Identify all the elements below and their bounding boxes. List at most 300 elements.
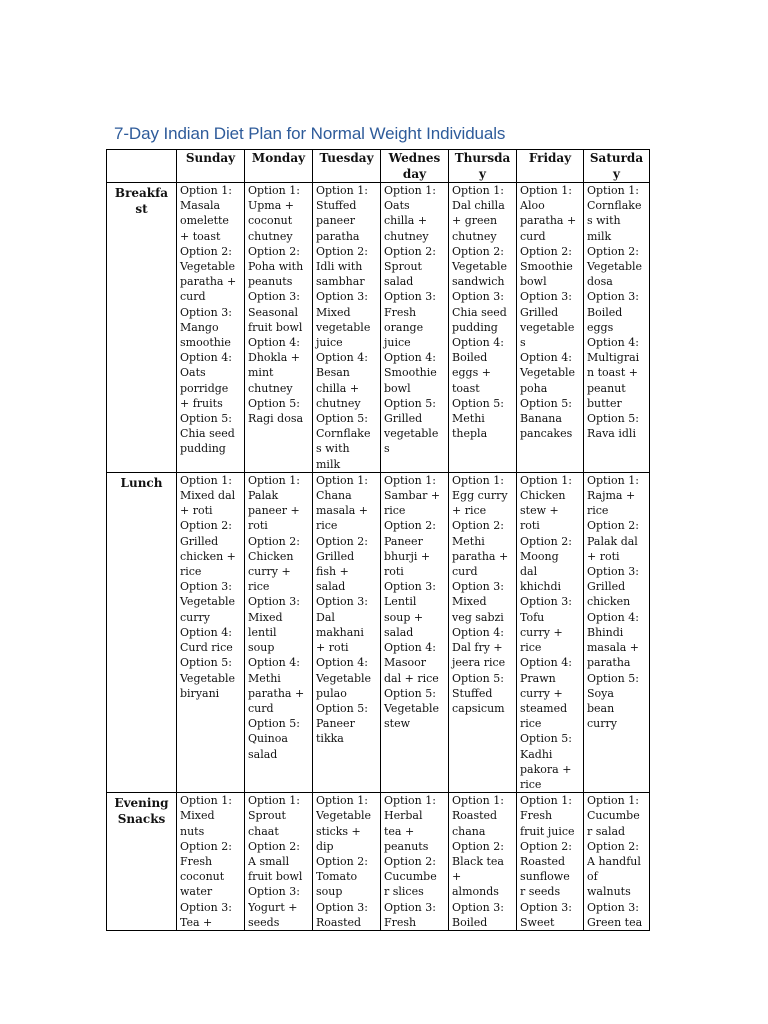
cell-line: Moong xyxy=(520,549,559,563)
cell-line: Option 1: xyxy=(384,794,436,808)
cell-line: Option 2: xyxy=(316,534,368,548)
cell-line: Friday xyxy=(528,151,572,165)
cell-line: Mango xyxy=(180,320,219,334)
cell-line: stew + xyxy=(520,504,559,518)
meal-cell xyxy=(381,793,449,931)
cell-line: Chicken xyxy=(520,489,566,503)
cell-line: Option 2: xyxy=(316,244,368,258)
cell-line: rice xyxy=(520,641,542,655)
cell-line: Fresh xyxy=(384,915,417,928)
cell-line: Ragi dosa xyxy=(248,412,304,426)
cell-line: paratha + xyxy=(248,686,305,700)
cell-line: Dal fry + xyxy=(452,641,503,655)
meal-cell xyxy=(449,472,517,792)
day-header xyxy=(517,150,584,183)
cell-line: Roasted xyxy=(316,915,362,928)
meal-cell xyxy=(584,793,650,931)
cell-line: roti xyxy=(248,519,268,533)
cell-line: Option 1: xyxy=(587,184,639,197)
cell-line: Boiled xyxy=(452,915,488,928)
cell-line: Option 4: xyxy=(587,610,639,624)
cell-line: Tea + xyxy=(180,915,213,928)
cell-line: Grilled xyxy=(520,305,559,319)
cell-line: Oats xyxy=(384,199,410,213)
meal-cell xyxy=(313,472,381,792)
cell-line: chilla + xyxy=(384,214,428,228)
cell-line: Kadhi xyxy=(520,747,553,761)
day-header xyxy=(381,150,449,183)
cell-line: Cornflake xyxy=(316,427,371,441)
cell-line: Option 4: xyxy=(520,351,572,365)
meal-cell xyxy=(245,183,313,473)
cell-line: Option 2: xyxy=(587,839,639,853)
cell-line: almonds xyxy=(452,885,499,899)
cell-line: Option 2: xyxy=(452,519,504,533)
meal-label xyxy=(107,793,177,931)
cell-line: masala + xyxy=(316,504,368,518)
cell-line: chutney xyxy=(316,396,361,410)
cell-line: Dal xyxy=(316,610,335,624)
cell-line: Rava idli xyxy=(587,427,636,441)
cell-line: Option 5: xyxy=(384,396,436,410)
cell-line: Banana xyxy=(520,412,562,426)
cell-line: curd xyxy=(452,565,478,579)
cell-line: Aloo xyxy=(520,199,545,213)
cell-line: Option 1: xyxy=(180,794,232,808)
cell-line: A small xyxy=(248,854,290,868)
cell-line: Smoothie xyxy=(520,260,573,274)
cell-line: paratha xyxy=(316,229,360,243)
meal-cell xyxy=(313,793,381,931)
cell-line: Option 4: xyxy=(587,336,639,350)
cell-line: Vegetable xyxy=(384,701,440,715)
cell-line: Option 3: xyxy=(587,565,639,579)
cell-line: Curd rice xyxy=(180,641,233,655)
cell-line: Option 2: xyxy=(384,519,436,533)
cell-line: peanut xyxy=(587,381,626,395)
cell-line: Option 5: xyxy=(520,732,572,746)
cell-line: Option 5: xyxy=(587,671,639,685)
cell-line: curry + xyxy=(520,625,563,639)
cell-line: Soya xyxy=(587,686,614,700)
cell-line: Boiled xyxy=(587,305,623,319)
cell-line: rice xyxy=(180,565,202,579)
cell-line: Sprout xyxy=(384,260,422,274)
cell-line: Option 2: xyxy=(180,519,232,533)
cell-line: + roti xyxy=(587,549,620,563)
cell-line: Sambar + xyxy=(384,489,441,503)
cell-line: mint xyxy=(248,366,274,380)
cell-line: fruit bowl xyxy=(248,320,303,334)
cell-line: chicken xyxy=(587,595,631,609)
cell-line: Paneer xyxy=(384,534,423,548)
cell-line: Option 2: xyxy=(520,839,572,853)
cell-line: lentil xyxy=(248,625,277,639)
meal-cell xyxy=(381,183,449,473)
meal-label xyxy=(107,472,177,792)
cell-line: fish + xyxy=(316,565,349,579)
cell-line: milk xyxy=(316,457,341,471)
cell-line: Option 1: xyxy=(316,794,368,808)
cell-line: y xyxy=(613,166,620,181)
cell-line: Option 3: xyxy=(316,290,368,304)
cell-line: Chia seed xyxy=(180,427,235,441)
cell-line: chutney xyxy=(248,229,293,243)
cell-line: Vegetable xyxy=(180,595,236,609)
cell-line: soup + xyxy=(384,610,424,624)
cell-line: fruit juice xyxy=(520,824,575,838)
cell-line: Evening xyxy=(114,796,169,811)
cell-line: Option 3: xyxy=(452,900,504,914)
meal-label xyxy=(107,183,177,473)
cell-line: y xyxy=(479,166,486,181)
cell-line: fruit bowl xyxy=(248,870,303,884)
cell-line: Fresh xyxy=(520,809,553,823)
cell-line: Option 1: xyxy=(452,794,504,808)
cell-line: Yogurt + xyxy=(248,900,298,914)
cell-line: Seasonal xyxy=(248,305,299,319)
cell-line: bowl xyxy=(384,381,411,395)
cell-line: day xyxy=(402,166,427,181)
cell-line: Vegetable xyxy=(180,260,236,274)
cell-line: bowl xyxy=(520,275,547,289)
cell-line: Palak dal xyxy=(587,534,638,548)
cell-line: coconut xyxy=(180,870,225,884)
cell-line: Grilled xyxy=(587,580,626,594)
cell-line: Option 2: xyxy=(520,534,572,548)
cell-line: Option 3: xyxy=(520,290,572,304)
cell-line: curd xyxy=(180,290,206,304)
cell-line: Mixed xyxy=(180,809,215,823)
cell-line: rice xyxy=(248,580,270,594)
cell-line: Option 2: xyxy=(248,839,300,853)
cell-line: salad xyxy=(384,275,414,289)
meal-cell xyxy=(517,183,584,473)
cell-line: Methi xyxy=(452,534,485,548)
cell-line: Tuesday xyxy=(319,151,374,165)
cell-line: coconut xyxy=(248,214,293,228)
cell-line: Option 5: xyxy=(248,717,300,731)
cell-line: Option 3: xyxy=(587,290,639,304)
cell-line: vegetable xyxy=(384,427,439,441)
cell-line: jeera rice xyxy=(452,656,506,670)
cell-line: Option 4: xyxy=(248,656,300,670)
cell-line: Option 1: xyxy=(316,473,368,487)
cell-line: curry + xyxy=(520,686,563,700)
cell-line: pudding xyxy=(180,442,226,456)
cell-line: tea + xyxy=(384,824,415,838)
cell-line: biryani xyxy=(180,686,220,700)
cell-line: Option 1: xyxy=(384,473,436,487)
cell-line: + xyxy=(452,870,462,884)
cell-line: Option 5: xyxy=(316,412,368,426)
cell-line: Option 1: xyxy=(384,184,436,197)
meal-cell xyxy=(584,472,650,792)
cell-line: Option 4: xyxy=(384,351,436,365)
cell-line: khichdi xyxy=(520,580,562,594)
cell-line: Grilled xyxy=(180,534,219,548)
cell-line: nuts xyxy=(180,824,205,838)
cell-line: curd xyxy=(520,229,546,243)
day-header xyxy=(313,150,381,183)
cell-line: Multigrai xyxy=(587,351,640,365)
cell-line: smoothie xyxy=(180,336,231,350)
cell-line: Monday xyxy=(251,151,306,165)
cell-line: Cucumbe xyxy=(587,809,640,823)
cell-line: s xyxy=(384,442,390,456)
day-header xyxy=(177,150,245,183)
cell-line: Methi xyxy=(452,412,485,426)
cell-line: Chana xyxy=(316,489,352,503)
cell-line: rice xyxy=(316,519,338,533)
cell-line: chaat xyxy=(248,824,279,838)
cell-line: tikka xyxy=(316,732,344,746)
cell-line: dal + rice xyxy=(384,671,439,685)
cell-line: water xyxy=(180,885,213,899)
cell-line: juice xyxy=(384,336,411,350)
cell-line: Option 4: xyxy=(384,641,436,655)
cell-line: masala + xyxy=(587,641,639,655)
cell-line: steamed xyxy=(520,701,568,715)
cell-line: Option 1: xyxy=(248,184,300,197)
day-header xyxy=(245,150,313,183)
cell-line: Thursda xyxy=(454,151,511,165)
cell-line: Herbal xyxy=(384,809,423,823)
cell-line: Option 2: xyxy=(452,839,504,853)
cell-line: Vegetable xyxy=(520,366,576,380)
meal-cell xyxy=(449,183,517,473)
meal-cell xyxy=(449,793,517,931)
cell-line: dosa xyxy=(587,275,613,289)
cell-line: + green xyxy=(452,214,498,228)
meal-cell xyxy=(517,472,584,792)
cell-line: Sunday xyxy=(185,151,236,165)
cell-line: Option 5: xyxy=(452,396,504,410)
cell-line: thepla xyxy=(452,427,488,441)
cell-line: Option 4: xyxy=(180,351,232,365)
cell-line: Roasted xyxy=(520,854,566,868)
cell-line: Cornflake xyxy=(587,199,642,213)
cell-line: Option 4: xyxy=(452,625,504,639)
cell-line: curd xyxy=(248,701,274,715)
cell-line: Green tea xyxy=(587,915,643,928)
cell-line: Option 5: xyxy=(520,396,572,410)
cell-line: Option 1: xyxy=(452,473,504,487)
cell-line: dal xyxy=(520,565,538,579)
meal-cell xyxy=(381,472,449,792)
cell-line: salad xyxy=(384,625,414,639)
cell-line: Option 2: xyxy=(316,854,368,868)
cell-line: eggs + xyxy=(452,366,491,380)
cell-line: Option 3: xyxy=(384,900,436,914)
cell-line: curry xyxy=(587,717,617,731)
cell-line: Mixed xyxy=(316,305,351,319)
cell-line: sandwich xyxy=(452,275,505,289)
cell-line: Option 2: xyxy=(180,839,232,853)
cell-line: Option 1: xyxy=(248,794,300,808)
cell-line: paneer + xyxy=(248,504,300,518)
cell-line: A handful xyxy=(587,854,641,868)
cell-line: Option 3: xyxy=(248,885,300,899)
cell-line: pulao xyxy=(316,686,347,700)
cell-line: Grilled xyxy=(384,412,423,426)
cell-line: Boiled xyxy=(452,351,488,365)
cell-line: soup xyxy=(248,641,275,655)
cell-line: walnuts xyxy=(587,885,631,899)
cell-line: Besan xyxy=(316,366,350,380)
cell-line: Chicken xyxy=(248,549,294,563)
cell-line: Stuffed xyxy=(316,199,357,213)
cell-line: Option 3: xyxy=(520,595,572,609)
cell-line: milk xyxy=(587,229,612,243)
cell-line: porridge xyxy=(180,381,229,395)
cell-line: Mixed xyxy=(452,595,487,609)
cell-line: sunflowe xyxy=(520,870,570,884)
cell-line: of xyxy=(587,870,598,884)
cell-line: Option 3: xyxy=(384,580,436,594)
cell-line: Option 2: xyxy=(587,244,639,258)
cell-line: paratha xyxy=(587,656,631,670)
cell-line: Black tea xyxy=(452,854,504,868)
cell-line: Wednes xyxy=(388,151,441,165)
cell-line: makhani xyxy=(316,625,364,639)
cell-line: s with xyxy=(587,214,621,228)
cell-line: dip xyxy=(316,839,334,853)
cell-line: Tofu xyxy=(520,610,545,624)
cell-line: pakora + xyxy=(520,762,572,776)
cell-line: soup xyxy=(316,885,343,899)
cell-line: juice xyxy=(316,336,343,350)
cell-line: Option 4: xyxy=(180,625,232,639)
cell-line: Option 2: xyxy=(587,519,639,533)
cell-line: Tomato xyxy=(316,870,358,884)
cell-line: chilla + xyxy=(316,381,360,395)
cell-line: Methi xyxy=(248,671,281,685)
cell-line: Option 2: xyxy=(452,244,504,258)
cell-line: salad xyxy=(248,747,278,761)
cell-line: Option 3: xyxy=(180,305,232,319)
cell-line: + roti xyxy=(316,641,349,655)
table-row-evening-snacks xyxy=(107,793,650,931)
cell-line: Grilled xyxy=(316,549,355,563)
cell-line: Prawn xyxy=(520,671,556,685)
cell-line: chutney xyxy=(248,381,293,395)
cell-line: Cucumbe xyxy=(384,870,437,884)
cell-line: paratha + xyxy=(520,214,577,228)
cell-line: Option 1: xyxy=(520,794,572,808)
cell-line: Option 5: xyxy=(180,412,232,426)
cell-line: Option 1: xyxy=(520,184,572,197)
meal-cell xyxy=(313,183,381,473)
cell-line: Option 3: xyxy=(180,900,232,914)
cell-line: Option 3: xyxy=(384,290,436,304)
cell-line: Option 1: xyxy=(180,473,232,487)
cell-line: Option 5: xyxy=(452,671,504,685)
cell-line: Sweet xyxy=(520,915,555,928)
page-title: 7-Day Indian Diet Plan for Normal Weight Individuals xyxy=(114,124,506,143)
cell-line: seeds xyxy=(248,915,280,928)
cell-line: curry xyxy=(180,610,210,624)
cell-line: Option 2: xyxy=(384,244,436,258)
meal-cell xyxy=(177,472,245,792)
cell-line: Sprout xyxy=(248,809,286,823)
cell-line: Option 3: xyxy=(520,900,572,914)
cell-line: Option 4: xyxy=(316,351,368,365)
cell-line: Stuffed xyxy=(452,686,493,700)
cell-line: Option 1: xyxy=(587,794,639,808)
cell-line: Vegetable xyxy=(316,671,372,685)
cell-line: Oats xyxy=(180,366,206,380)
cell-line: poha xyxy=(520,381,548,395)
cell-line: vegetable xyxy=(520,320,575,334)
cell-line: Option 2: xyxy=(248,534,300,548)
cell-line: Poha with xyxy=(248,260,304,274)
cell-line: curry + xyxy=(248,565,291,579)
meal-cell xyxy=(245,472,313,792)
cell-line: Option 1: xyxy=(452,184,504,197)
cell-line: s with xyxy=(316,442,350,456)
cell-line: bhurji + xyxy=(384,549,431,563)
day-header xyxy=(449,150,517,183)
cell-line: Fresh xyxy=(180,854,213,868)
cell-line: Option 2: xyxy=(248,244,300,258)
cell-line: capsicum xyxy=(452,701,505,715)
cell-line: veg sabzi xyxy=(452,610,504,624)
cell-line: Option 4: xyxy=(520,656,572,670)
cell-line: Vegetable xyxy=(587,260,643,274)
cell-line: toast xyxy=(452,381,480,395)
cell-line: Smoothie xyxy=(384,366,437,380)
cell-line: chutney xyxy=(452,229,497,243)
header-row xyxy=(107,150,650,183)
cell-line: Egg curry xyxy=(452,489,508,503)
cell-line: Option 4: xyxy=(316,656,368,670)
cell-line: Palak xyxy=(248,489,279,503)
cell-line: Idli with xyxy=(316,260,363,274)
cell-line: Vegetable xyxy=(316,809,372,823)
cell-line: Upma + xyxy=(248,199,295,213)
cell-line: Dhokla + xyxy=(248,351,300,365)
cell-line: Option 3: xyxy=(248,290,300,304)
cell-line: n toast + xyxy=(587,366,638,380)
cell-line: Option 3: xyxy=(248,595,300,609)
cell-line: chicken + xyxy=(180,549,236,563)
cell-line: rice xyxy=(384,504,406,518)
cell-line: Option 1: xyxy=(520,473,572,487)
cell-line: paratha + xyxy=(180,275,237,289)
cell-line: chana xyxy=(452,824,486,838)
cell-line: Option 1: xyxy=(587,473,639,487)
cell-line: sticks + xyxy=(316,824,361,838)
cell-line: Rajma + xyxy=(587,489,636,503)
cell-line: vegetable xyxy=(316,320,371,334)
cell-line: Option 1: xyxy=(180,184,232,197)
cell-line: r slices xyxy=(384,885,424,899)
cell-line: Option 3: xyxy=(180,580,232,594)
cell-line: Vegetable xyxy=(180,671,236,685)
cell-line: Option 5: xyxy=(316,701,368,715)
cell-line: roti xyxy=(520,519,540,533)
cell-line: Chia seed xyxy=(452,305,507,319)
cell-line: Option 2: xyxy=(180,244,232,258)
cell-line: Lunch xyxy=(120,475,163,490)
cell-line: paneer xyxy=(316,214,355,228)
cell-line: Roasted xyxy=(452,809,498,823)
cell-line: bean xyxy=(587,701,615,715)
cell-line: Option 5: xyxy=(248,396,300,410)
table-row-breakfast xyxy=(107,183,650,473)
cell-line: Option 5: xyxy=(384,686,436,700)
